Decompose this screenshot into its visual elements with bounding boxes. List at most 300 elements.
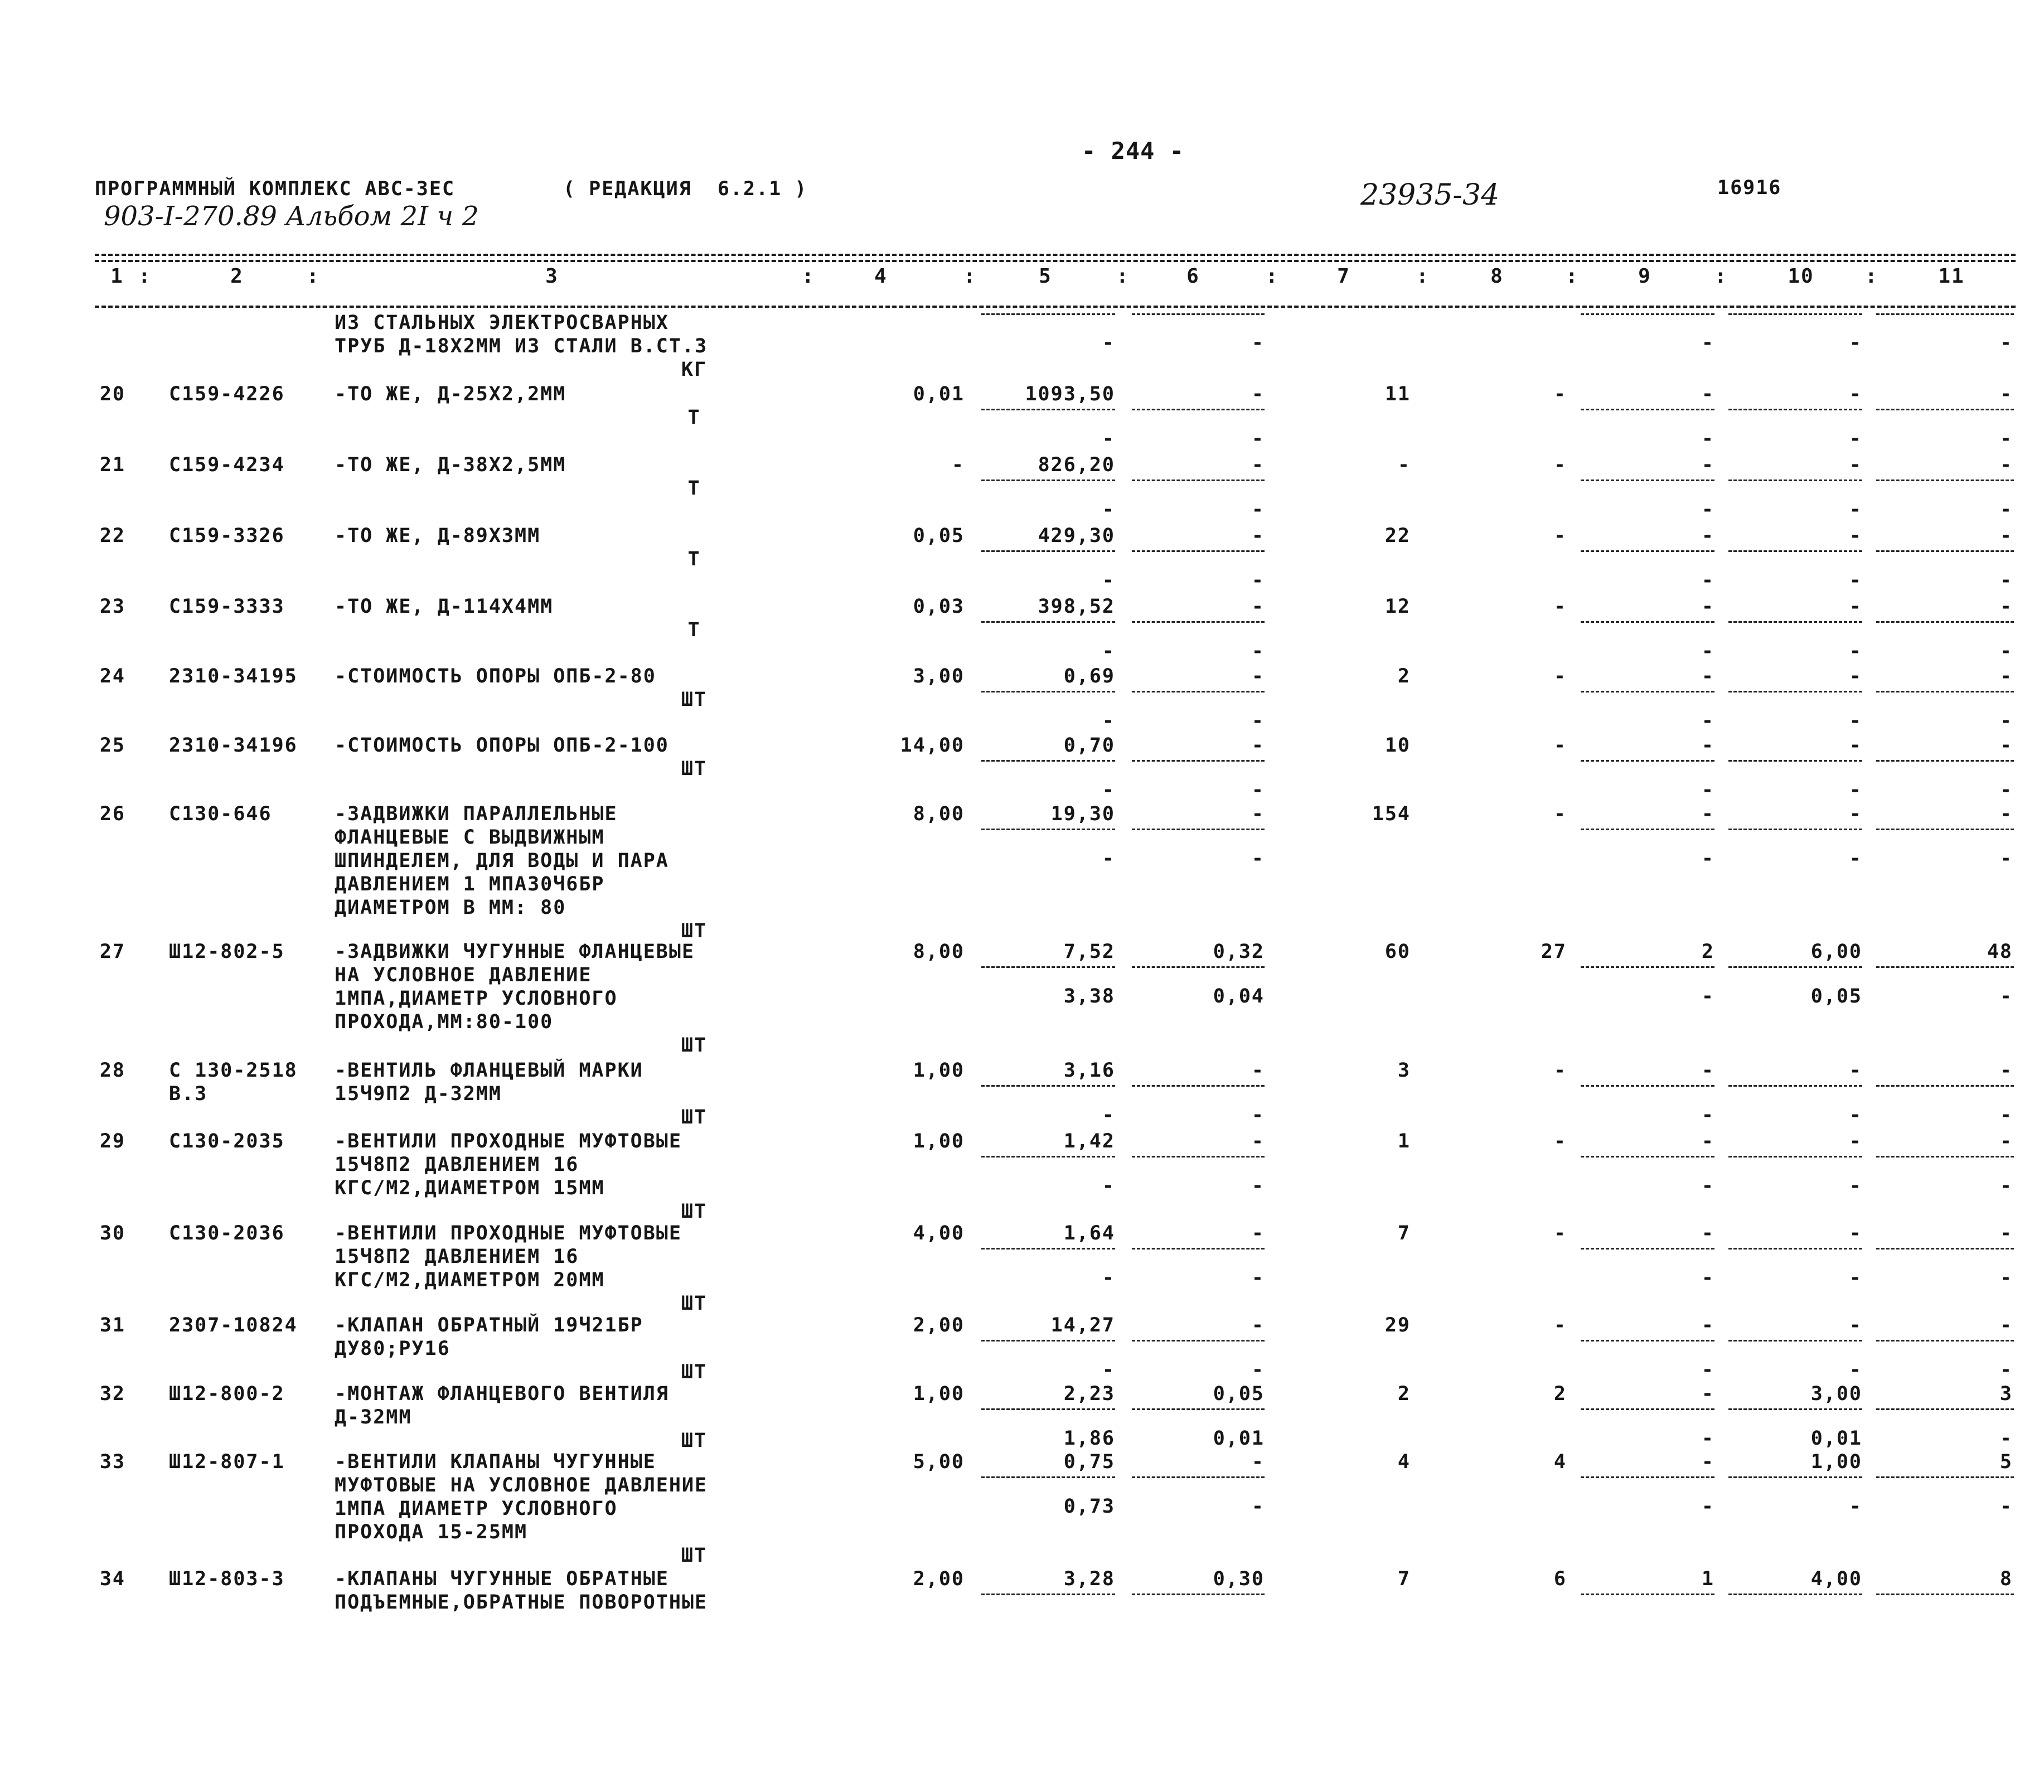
value-col-10: - bbox=[1849, 595, 1862, 618]
item-description: ПОДЪЕМНЫЕ,ОБРАТНЫЕ ПОВОРОТНЫЕ bbox=[335, 1591, 708, 1614]
column-header-9: 9 bbox=[1638, 265, 1651, 288]
cell-divider bbox=[1876, 1340, 2014, 1341]
cell-divider bbox=[1876, 1476, 2014, 1478]
cell-divider bbox=[1581, 966, 1714, 968]
unit-label: ШТ bbox=[681, 920, 708, 942]
value-col-5: 429,30 bbox=[1038, 525, 1115, 547]
value-col-10: - bbox=[1849, 1130, 1862, 1152]
cell-divider bbox=[1728, 691, 1862, 692]
cell-divider bbox=[1581, 480, 1714, 481]
value-col-11: 8 bbox=[1999, 1568, 2013, 1590]
cell-divider bbox=[1581, 1156, 1714, 1157]
cell-divider bbox=[981, 409, 1115, 410]
value-col-9: - bbox=[1701, 595, 1714, 618]
cell-divider bbox=[1876, 1085, 2014, 1087]
unit-label: Т bbox=[687, 619, 701, 641]
unit-label: ШТ bbox=[681, 1361, 708, 1383]
value-col-5-second: - bbox=[1102, 428, 1115, 450]
value-col-4: 0,03 bbox=[913, 595, 965, 618]
value-col-6-second: - bbox=[1251, 710, 1265, 732]
cell-divider bbox=[1581, 1476, 1714, 1478]
cell-divider bbox=[1728, 480, 1862, 481]
value-col-11-second: - bbox=[1999, 779, 2013, 801]
value-col-5-second: 1,86 bbox=[1063, 1427, 1115, 1450]
value-col-7: - bbox=[1397, 454, 1411, 476]
cell-divider bbox=[1132, 1476, 1265, 1478]
item-description: НА УСЛОВНОЕ ДАВЛЕНИЕ bbox=[335, 964, 592, 986]
cell-divider bbox=[1581, 409, 1714, 410]
value-col-6-second: - bbox=[1251, 569, 1265, 592]
cell-divider bbox=[1728, 1408, 1862, 1410]
value-col-5-second: - bbox=[1102, 569, 1115, 592]
value-col-5: 0,70 bbox=[1063, 734, 1115, 757]
cell-divider bbox=[1876, 550, 2014, 552]
column-header-8: 8 bbox=[1490, 265, 1504, 288]
value-col-6: - bbox=[1251, 1130, 1265, 1152]
value-col-9: - bbox=[1701, 525, 1714, 547]
document-number: 16916 bbox=[1717, 177, 1782, 199]
cell-divider bbox=[1876, 829, 2014, 830]
value-col-5-second: - bbox=[1102, 1104, 1115, 1126]
item-description: -ТО ЖЕ, Д-38Х2,5ММ bbox=[335, 454, 566, 476]
program-name: ПРОГРАММНЫЙ КОМПЛЕКС АВС-3ЕС bbox=[95, 178, 456, 200]
cell-divider bbox=[981, 1408, 1115, 1410]
value-col-7: 11 bbox=[1384, 383, 1411, 405]
value-col-7: 12 bbox=[1384, 595, 1411, 618]
value-col-10: 4,00 bbox=[1810, 1568, 1862, 1590]
cell-divider bbox=[1581, 313, 1714, 315]
cell-divider bbox=[1132, 550, 1265, 552]
cell-divider bbox=[1132, 1085, 1265, 1087]
value-col-6: - bbox=[1251, 525, 1265, 547]
value-col-9-second: - bbox=[1701, 985, 1714, 1008]
item-description: КГС/М2,ДИАМЕТРОМ 15ММ bbox=[335, 1177, 605, 1199]
value-col-6-second: - bbox=[1251, 1175, 1265, 1197]
value-col-9-second: - bbox=[1701, 1359, 1714, 1381]
item-code: Ш12-800-2 bbox=[169, 1383, 285, 1405]
value-col-6-second: 0,01 bbox=[1213, 1427, 1265, 1450]
value-col-4: 0,05 bbox=[913, 525, 965, 547]
item-description: 1МПА,ДИАМЕТР УСЛОВНОГО bbox=[335, 987, 618, 1010]
cell-divider bbox=[1876, 313, 2014, 315]
value-col-7: 3 bbox=[1397, 1059, 1411, 1082]
value-col-11: 3 bbox=[1999, 1383, 2013, 1405]
column-header-7: 7 bbox=[1337, 265, 1350, 288]
value-col-8: - bbox=[1553, 454, 1567, 476]
item-code: 2307-10824 bbox=[169, 1314, 298, 1336]
value-col-11-second: - bbox=[1999, 1495, 2013, 1518]
value-col-10-second: - bbox=[1849, 1495, 1862, 1518]
cell-divider bbox=[981, 966, 1115, 968]
value-col-4: 1,00 bbox=[913, 1059, 965, 1082]
unit-label: ШТ bbox=[681, 758, 708, 780]
value-col-6: - bbox=[1251, 665, 1265, 687]
item-description: МУФТОВЫЕ НА УСЛОВНОЕ ДАВЛЕНИЕ bbox=[335, 1474, 708, 1496]
cell-divider bbox=[1876, 480, 2014, 481]
item-code: С159-3326 bbox=[169, 525, 285, 547]
row-number: 32 bbox=[99, 1383, 125, 1405]
cell-divider bbox=[1728, 760, 1862, 762]
value-col-6: - bbox=[1251, 1314, 1265, 1336]
cell-divider bbox=[1132, 1408, 1265, 1410]
value-col-8: - bbox=[1553, 665, 1567, 687]
column-separator: : bbox=[1865, 265, 1878, 288]
value-col-5: 1,64 bbox=[1063, 1222, 1115, 1244]
value-col-4: - bbox=[951, 454, 965, 476]
value-col-7: 154 bbox=[1372, 803, 1411, 825]
item-code: 2310-34195 bbox=[169, 665, 298, 687]
value-col-5-second: - bbox=[1102, 1359, 1115, 1381]
item-code: С159-4226 bbox=[169, 383, 285, 405]
value-col-9: - bbox=[1701, 1383, 1714, 1405]
cell-divider bbox=[981, 1340, 1115, 1341]
value-col-7: 7 bbox=[1397, 1568, 1411, 1590]
value-col-7: 2 bbox=[1397, 1383, 1411, 1405]
item-code: С130-2035 bbox=[169, 1130, 285, 1152]
value-col-6-second: 0,04 bbox=[1213, 985, 1265, 1008]
value-col-11-second: - bbox=[1999, 1267, 2013, 1289]
cell-divider bbox=[981, 760, 1115, 762]
value-col-6-second: - bbox=[1251, 498, 1265, 521]
value-col-8: - bbox=[1553, 595, 1567, 618]
cell-divider bbox=[1132, 409, 1265, 410]
cell-divider bbox=[1728, 829, 1862, 830]
cell-divider bbox=[1132, 1156, 1265, 1157]
cell-divider bbox=[981, 829, 1115, 830]
column-header-10: 10 bbox=[1788, 265, 1814, 288]
value-col-6: - bbox=[1251, 595, 1265, 618]
column-header-1: 1 bbox=[110, 265, 124, 288]
value-col-8: 2 bbox=[1553, 1383, 1567, 1405]
value-col-9-second: - bbox=[1701, 640, 1714, 662]
cell-divider bbox=[1876, 691, 2014, 692]
cell-divider bbox=[1581, 1340, 1714, 1341]
column-header-2: 2 bbox=[230, 265, 244, 288]
value-col-10-second: 0,01 bbox=[1810, 1427, 1862, 1450]
value-col-10-second: - bbox=[1849, 428, 1862, 450]
value-col-11-second: - bbox=[1999, 498, 2013, 521]
value-col-8: - bbox=[1553, 525, 1567, 547]
item-code: Ш12-802-5 bbox=[169, 941, 285, 963]
column-header-11: 11 bbox=[1938, 265, 1965, 288]
item-description: Д-32ММ bbox=[335, 1406, 412, 1428]
column-separator: : bbox=[802, 265, 815, 288]
row-number: 29 bbox=[99, 1130, 125, 1152]
cell-divider bbox=[981, 621, 1115, 623]
value-col-9-second: - bbox=[1701, 1104, 1714, 1126]
value-col-11-second: - bbox=[1999, 569, 2013, 592]
value-col-10: - bbox=[1849, 803, 1862, 825]
cell-divider bbox=[981, 313, 1115, 315]
value-col-11: - bbox=[1999, 665, 2013, 687]
value-col-6-second: - bbox=[1251, 847, 1265, 870]
value-col-6: - bbox=[1251, 1222, 1265, 1244]
value-col-6: - bbox=[1251, 454, 1265, 476]
value-col-4: 5,00 bbox=[913, 1451, 965, 1473]
value-col-4: 2,00 bbox=[913, 1568, 965, 1590]
row-number: 34 bbox=[99, 1568, 125, 1590]
row-number: 20 bbox=[99, 383, 125, 405]
value-col-9: - bbox=[1701, 1451, 1714, 1473]
cell-divider bbox=[1581, 691, 1714, 692]
cell-divider bbox=[1581, 1594, 1714, 1595]
cell-divider bbox=[981, 550, 1115, 552]
item-description: ПРОХОДА,ММ:80-100 bbox=[335, 1011, 554, 1033]
item-description: ТРУБ Д-18Х2ММ ИЗ СТАЛИ В.СТ.3 bbox=[335, 335, 708, 357]
column-separator: : bbox=[963, 265, 977, 288]
value-col-7: 7 bbox=[1397, 1222, 1411, 1244]
unit-label: ШТ bbox=[681, 1200, 708, 1223]
cell-divider bbox=[1132, 1594, 1265, 1595]
value-col-4: 3,00 bbox=[913, 665, 965, 687]
value-col-5: 7,52 bbox=[1063, 941, 1115, 963]
value-col-9-second: - bbox=[1701, 332, 1714, 354]
cell-divider bbox=[1728, 966, 1862, 968]
cell-divider bbox=[1728, 1594, 1862, 1595]
value-col-8: 27 bbox=[1541, 941, 1567, 963]
column-separator: : bbox=[1416, 265, 1430, 288]
item-description: ШПИНДЕЛЕМ, ДЛЯ ВОДЫ И ПАРА bbox=[335, 850, 669, 872]
value-col-9: - bbox=[1701, 1314, 1714, 1336]
value-col-8: - bbox=[1553, 1059, 1567, 1082]
cell-divider bbox=[1728, 313, 1862, 315]
cell-divider bbox=[1728, 1248, 1862, 1249]
value-col-11-second: - bbox=[1999, 428, 2013, 450]
item-description: -ВЕНТИЛИ ПРОХОДНЫЕ МУФТОВЫЕ bbox=[335, 1130, 682, 1152]
value-col-11-second: - bbox=[1999, 332, 2013, 354]
value-col-7: 60 bbox=[1384, 941, 1411, 963]
cell-divider bbox=[1581, 621, 1714, 623]
value-col-6-second: - bbox=[1251, 1495, 1265, 1518]
item-code: С159-4234 bbox=[169, 454, 285, 476]
cell-divider bbox=[1728, 1156, 1862, 1157]
value-col-4: 0,01 bbox=[913, 383, 965, 405]
value-col-7: 22 bbox=[1384, 525, 1411, 547]
edition-label: ( РЕДАКЦИЯ 6.2.1 ) bbox=[563, 178, 808, 200]
value-col-6: 0,32 bbox=[1213, 941, 1265, 963]
value-col-11: - bbox=[1999, 1222, 2013, 1244]
cell-divider bbox=[1581, 550, 1714, 552]
row-number: 30 bbox=[99, 1222, 125, 1244]
value-col-10: - bbox=[1849, 1059, 1862, 1082]
value-col-6-second: - bbox=[1251, 428, 1265, 450]
value-col-8: - bbox=[1553, 1222, 1567, 1244]
item-description: 1МПА ДИАМЕТР УСЛОВНОГО bbox=[335, 1498, 618, 1520]
value-col-5: 14,27 bbox=[1050, 1314, 1115, 1336]
value-col-6-second: - bbox=[1251, 1359, 1265, 1381]
value-col-5: 19,30 bbox=[1050, 803, 1115, 825]
unit-label: ШТ bbox=[681, 1544, 708, 1567]
value-col-6: - bbox=[1251, 1059, 1265, 1082]
unit-label: ШТ bbox=[681, 1292, 708, 1315]
value-col-5-second: - bbox=[1102, 710, 1115, 732]
unit-label: ШТ bbox=[681, 1034, 708, 1057]
value-col-8: - bbox=[1553, 1314, 1567, 1336]
item-description: ДУ80;РУ16 bbox=[335, 1338, 451, 1360]
cell-divider bbox=[1876, 409, 2014, 410]
value-col-7: 2 bbox=[1397, 665, 1411, 687]
value-col-11-second: - bbox=[1999, 1359, 2013, 1381]
item-description: ФЛАНЦЕВЫЕ С ВЫДВИЖНЫМ bbox=[335, 826, 605, 849]
document-code: 23935-34 bbox=[1360, 178, 1500, 212]
item-code-suffix: В.3 bbox=[169, 1083, 208, 1105]
value-col-11: - bbox=[1999, 1059, 2013, 1082]
value-col-5-second: - bbox=[1102, 1267, 1115, 1289]
value-col-11-second: - bbox=[1999, 1427, 2013, 1450]
item-code: Ш12-803-3 bbox=[169, 1568, 285, 1590]
item-description: -ЗАДВИЖКИ ЧУГУННЫЕ ФЛАНЦЕВЫЕ bbox=[335, 941, 695, 963]
column-separator: : bbox=[1116, 265, 1130, 288]
value-col-8: - bbox=[1553, 383, 1567, 405]
value-col-4: 4,00 bbox=[913, 1222, 965, 1244]
cell-divider bbox=[1728, 621, 1862, 623]
cell-divider bbox=[1876, 966, 2014, 968]
cell-divider bbox=[981, 1594, 1115, 1595]
page-number: - 244 - bbox=[1082, 137, 1185, 164]
header-rule-top bbox=[95, 254, 2016, 256]
value-col-6: 0,05 bbox=[1213, 1383, 1265, 1405]
value-col-9-second: - bbox=[1701, 779, 1714, 801]
item-description: -ТО ЖЕ, Д-25Х2,2ММ bbox=[335, 383, 566, 405]
cell-divider bbox=[1876, 1248, 2014, 1249]
cell-divider bbox=[1132, 1248, 1265, 1249]
value-col-5-second: 3,38 bbox=[1063, 985, 1115, 1008]
row-number: 23 bbox=[99, 595, 125, 618]
value-col-9: - bbox=[1701, 665, 1714, 687]
value-col-9: - bbox=[1701, 1130, 1714, 1152]
value-col-8: 4 bbox=[1553, 1451, 1567, 1473]
value-col-9-second: - bbox=[1701, 1427, 1714, 1450]
value-col-10-second: 0,05 bbox=[1810, 985, 1862, 1008]
value-col-10-second: - bbox=[1849, 1104, 1862, 1126]
cell-divider bbox=[1728, 409, 1862, 410]
row-number: 31 bbox=[99, 1314, 125, 1336]
value-col-7: 4 bbox=[1397, 1451, 1411, 1473]
cell-divider bbox=[981, 1085, 1115, 1087]
value-col-5-second: 0,73 bbox=[1063, 1495, 1115, 1518]
value-col-10-second: - bbox=[1849, 498, 1862, 521]
row-number: 25 bbox=[99, 734, 125, 757]
header-rule-bottom bbox=[95, 306, 2016, 308]
value-col-10: - bbox=[1849, 383, 1862, 405]
item-description: 15Ч8П2 ДАВЛЕНИЕМ 16 bbox=[335, 1246, 579, 1268]
item-description: -ВЕНТИЛИ ПРОХОДНЫЕ МУФТОВЫЕ bbox=[335, 1222, 682, 1244]
item-description: -ВЕНТИЛИ КЛАПАНЫ ЧУГУННЫЕ bbox=[335, 1451, 656, 1473]
value-col-9: 1 bbox=[1701, 1568, 1714, 1590]
cell-divider bbox=[1132, 691, 1265, 692]
value-col-8: - bbox=[1553, 803, 1567, 825]
cell-divider bbox=[1132, 829, 1265, 830]
cell-divider bbox=[981, 1476, 1115, 1478]
value-col-9: 2 bbox=[1701, 941, 1714, 963]
value-col-5: 3,28 bbox=[1063, 1568, 1115, 1590]
value-col-9-second: - bbox=[1701, 1267, 1714, 1289]
row-number: 33 bbox=[99, 1451, 125, 1473]
value-col-9: - bbox=[1701, 454, 1714, 476]
cell-divider bbox=[1132, 480, 1265, 481]
unit-label: Т bbox=[687, 548, 701, 570]
cell-divider bbox=[1581, 1248, 1714, 1249]
value-col-9: - bbox=[1701, 383, 1714, 405]
column-separator: : bbox=[1266, 265, 1279, 288]
value-col-5-second: - bbox=[1102, 332, 1115, 354]
item-code: С130-2036 bbox=[169, 1222, 285, 1244]
value-col-11-second: - bbox=[1999, 1104, 2013, 1126]
value-col-4: 1,00 bbox=[913, 1130, 965, 1152]
cell-divider bbox=[981, 480, 1115, 481]
value-col-7: 10 bbox=[1384, 734, 1411, 757]
value-col-10-second: - bbox=[1849, 847, 1862, 870]
cell-divider bbox=[1728, 1085, 1862, 1087]
value-col-11: - bbox=[1999, 383, 2013, 405]
item-description: ДИАМЕТРОМ В ММ: 80 bbox=[335, 897, 566, 919]
cell-divider bbox=[1876, 1156, 2014, 1157]
cell-divider bbox=[1876, 760, 2014, 762]
value-col-9: - bbox=[1701, 1059, 1714, 1082]
item-description: ПРОХОДА 15-25ММ bbox=[335, 1521, 528, 1543]
value-col-9-second: - bbox=[1701, 847, 1714, 870]
item-code: С159-3333 bbox=[169, 595, 285, 618]
value-col-11-second: - bbox=[1999, 985, 2013, 1008]
row-number: 27 bbox=[99, 941, 125, 963]
value-col-5: 1093,50 bbox=[1025, 383, 1115, 405]
value-col-9: - bbox=[1701, 1222, 1714, 1244]
project-title: 903-I-270.89 Альбом 2I ч 2 bbox=[104, 201, 479, 232]
column-separator: : bbox=[307, 265, 320, 288]
row-number: 24 bbox=[99, 665, 125, 687]
value-col-7: 29 bbox=[1384, 1314, 1411, 1336]
value-col-6: - bbox=[1251, 803, 1265, 825]
cell-divider bbox=[981, 1156, 1115, 1157]
cell-divider bbox=[1876, 621, 2014, 623]
cell-divider bbox=[1728, 550, 1862, 552]
value-col-5-second: - bbox=[1102, 779, 1115, 801]
value-col-10-second: - bbox=[1849, 569, 1862, 592]
value-col-8: 6 bbox=[1553, 1568, 1567, 1590]
value-col-9-second: - bbox=[1701, 1495, 1714, 1518]
value-col-10: - bbox=[1849, 1314, 1862, 1336]
cell-divider bbox=[1728, 1476, 1862, 1478]
item-code: С130-646 bbox=[169, 803, 272, 825]
value-col-9-second: - bbox=[1701, 569, 1714, 592]
cell-divider bbox=[1728, 1340, 1862, 1341]
value-col-11: - bbox=[1999, 803, 2013, 825]
row-number: 28 bbox=[99, 1059, 125, 1082]
value-col-10: - bbox=[1849, 734, 1862, 757]
value-col-5-second: - bbox=[1102, 640, 1115, 662]
item-description: -ЗАДВИЖКИ ПАРАЛЛЕЛЬНЫЕ bbox=[335, 803, 618, 825]
value-col-4: 1,00 bbox=[913, 1383, 965, 1405]
cell-divider bbox=[1132, 966, 1265, 968]
unit-label: ШТ bbox=[681, 1430, 708, 1452]
value-col-10-second: - bbox=[1849, 710, 1862, 732]
cell-divider bbox=[1876, 1594, 2014, 1595]
item-description: -КЛАПАН ОБРАТНЫЙ 19Ч21БР bbox=[335, 1314, 643, 1336]
cell-divider bbox=[1132, 313, 1265, 315]
value-col-6-second: - bbox=[1251, 779, 1265, 801]
item-description: -СТОИМОСТЬ ОПОРЫ ОПБ-2-100 bbox=[335, 734, 669, 757]
value-col-6-second: - bbox=[1251, 1267, 1265, 1289]
value-col-8: - bbox=[1553, 734, 1567, 757]
value-col-6-second: - bbox=[1251, 1104, 1265, 1126]
value-col-5-second: - bbox=[1102, 1175, 1115, 1197]
item-code: Ш12-807-1 bbox=[169, 1451, 285, 1473]
value-col-6: - bbox=[1251, 734, 1265, 757]
cell-divider bbox=[1581, 760, 1714, 762]
column-header-5: 5 bbox=[1039, 265, 1052, 288]
value-col-11: - bbox=[1999, 525, 2013, 547]
value-col-7: 1 bbox=[1397, 1130, 1411, 1152]
